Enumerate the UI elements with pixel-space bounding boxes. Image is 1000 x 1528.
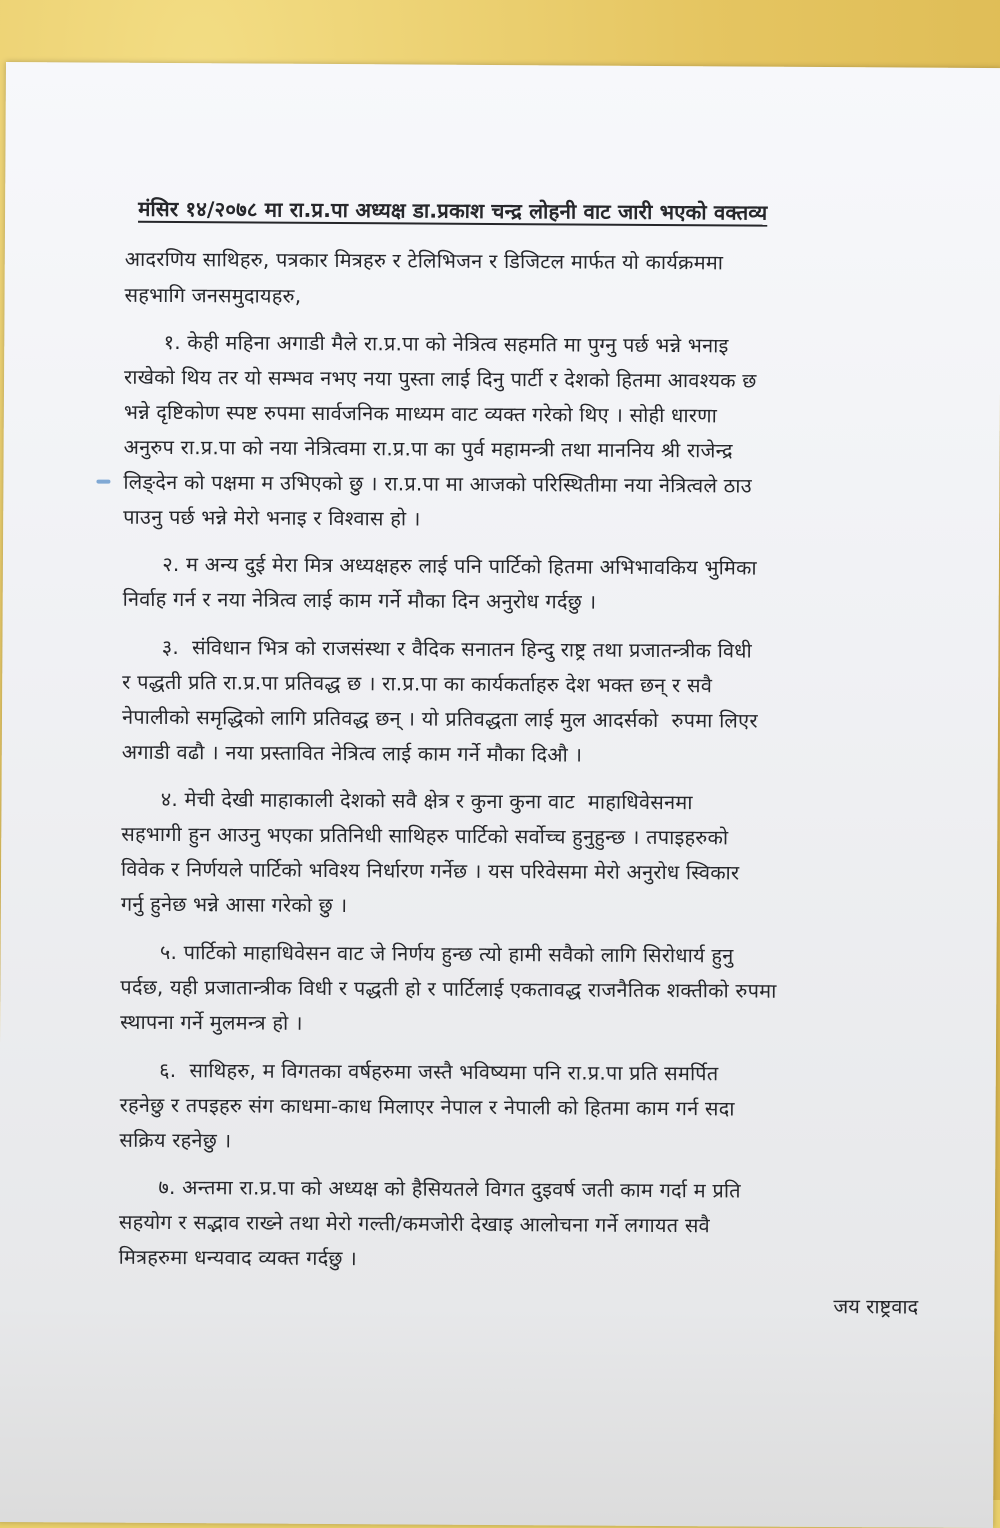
text-line: पाउनु पर्छ भन्ने मेरो भनाइ र विश्वास हो । [123, 504, 421, 531]
text-line: ३. संविधान भित्र को राजसंस्था र वैदिक सनातन हिन्दु राष्ट्र तथा प्रजातन्त्रीक विधी [122, 634, 752, 663]
text-line: आदरणिय साथिहरु, पत्रकार मित्रहरु र टेलिभिजन र डिजिटल मार्फत यो कार्यक्रममा [124, 246, 724, 275]
closing-line: जय राष्ट्रवाद [833, 1294, 919, 1319]
text-line: ६. साथिहरु, म विगतका वर्षहरुमा जस्तै भविष्यमा पनि रा.प्र.पा प्रति समर्पित [119, 1057, 719, 1086]
text-line: राखेको थिय तर यो सम्भव नभए नया पुस्ता लाई दिनु पार्टी र देशको हितमा आवश्यक छ [124, 364, 757, 393]
text-line: ५. पार्टिको माहाधिवेसन वाट जे निर्णय हुन्छ त्यो हामी सवैको लागि सिरोधार्य हुनु [120, 939, 734, 968]
text-line: सहभागि जनसमुदायहरु, [124, 282, 302, 308]
text-line: गर्नु हुनेछ भन्ने आसा गरेको छु । [120, 891, 348, 918]
text-line: स्थापना गर्ने मुलमन्त्र हो । [120, 1009, 303, 1035]
text-line: १. केही महिना अगाडी मैले रा.प्र.पा को नेत्रित्व सहमति मा पुग्नु पर्छ भन्ने भनाइ [124, 329, 729, 358]
text-line: मित्रहरुमा धन्यवाद व्यक्त गर्दछु । [118, 1244, 358, 1271]
text-line: सहभागी हुन आउनु भएका प्रतिनिधी साथिहरु पार्टिको सर्वोच्च हुनुहुन्छ । तपाइहरुको [121, 821, 729, 850]
document-title: मंसिर १४/२०७८ मा रा.प्र.पा अध्यक्ष डा.प्रकाश चन्द्र लोहनी वाट जारी भएको वक्तव्य [138, 196, 768, 225]
text-line: विवेक र निर्णयले पार्टिको भविश्य निर्धारण गर्नेछ । यस परिवेसमा मेरो अनुरोध स्विकार [121, 856, 740, 885]
text-line: पर्दछ, यही प्रजातान्त्रीक विधी र पद्धती हो र पार्टिलाई एकतावद्ध राजनैतिक शक्तीको रुपमा [120, 974, 777, 1003]
text-line: अगाडी वढौ । नया प्रस्तावित नेत्रित्व लाई काम गर्ने मौका दिऔ । [121, 739, 583, 767]
text-line: ७. अन्तमा रा.प्र.पा को अध्यक्ष को हैसियतले विगत दुइवर्ष जती काम गर्दा म प्रति [119, 1174, 741, 1203]
text-line: लिङ्देन को पक्षमा म उभिएको छु । रा.प्र.पा मा आजको परिस्थितीमा नया नेत्रित्वले ठाउ [123, 469, 752, 498]
text-line: निर्वाह गर्न र नया नेत्रित्व लाई काम गर्ने मौका दिन अनुरोध गर्दछु । [122, 586, 597, 614]
text-line: अनुरुप रा.प्र.पा को नया नेत्रित्वमा रा.प्र.पा का पुर्व महामन्त्री तथा माननिय श्री राजेन्द्र [123, 434, 733, 463]
text-line: रहनेछु र तपइहरु संग काधमा-काध मिलाएर नेपाल र नेपाली को हितमा काम गर्न सदा [119, 1092, 735, 1121]
text-line: सहयोग र सद्भाव राख्ने तथा मेरो गल्ती/कमजोरी देखाइ आलोचना गर्ने लगायत सवै [118, 1209, 710, 1238]
text-line: नेपालीको समृद्धिको लागि प्रतिवद्ध छन् । यो प्रतिवद्धता लाई मुल आदर्सको रुपमा लिएर [121, 704, 758, 733]
text-line: सक्रिय रहनेछु । [119, 1127, 232, 1153]
text-line: भन्ने दृष्टिकोण स्पष्ट रुपमा सार्वजनिक माध्यम वाट व्यक्त गरेको थिए । सोही धारणा [123, 399, 718, 428]
pen-mark [96, 480, 110, 484]
document-sheet [0, 62, 1000, 1528]
text-line: २. म अन्य दुई मेरा मित्र अध्यक्षहरु लाई पनि पार्टिको हितमा अभिभावकिय भुमिका [122, 551, 757, 580]
text-line: र पद्धती प्रति रा.प्र.पा प्रतिवद्ध छ । रा.प्र.पा का कार्यकर्ताहरु देश भक्त छन् र सवै [122, 669, 713, 698]
text-line: ४. मेची देखी माहाकाली देशको सवै क्षेत्र र कुना कुना वाट माहाधिवेसनमा [121, 786, 693, 815]
